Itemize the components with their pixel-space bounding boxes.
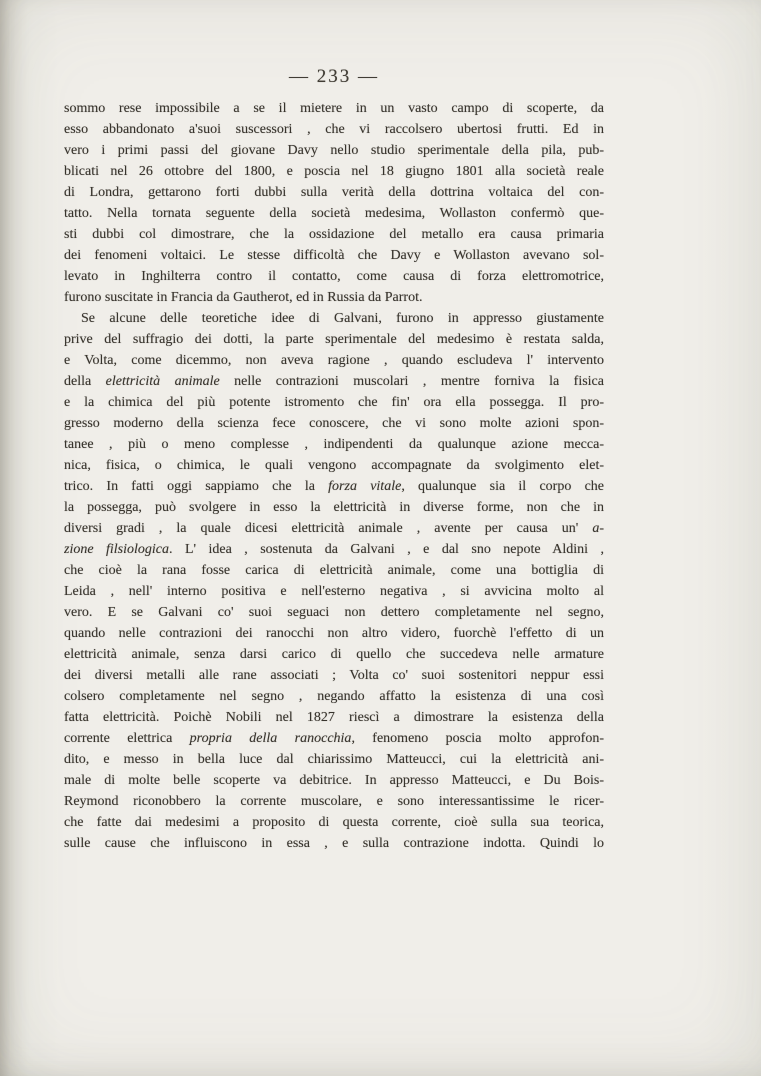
text-line: [64, 602, 604, 623]
text-segment: male di molte belle scoperte va debitrice. In appresso Matteucci, e Du Bois-: [64, 773, 604, 788]
text-segment: diversi gradi , la quale dicesi elettricità animale , avente per causa un': [64, 521, 593, 536]
text-segment: vero i primi passi del giovane Davy nello studio sperimentale della pila, pub-: [64, 143, 604, 158]
text-segment: vero. E se Galvani co' suoi seguaci non dettero completamente nel segno,: [64, 605, 604, 620]
text-line: [64, 455, 604, 476]
text-segment: che cioè la rana fosse carica di elettricità animale, come una bottiglia di: [64, 563, 604, 578]
text-line: [64, 665, 604, 686]
text-line: [64, 707, 604, 728]
text-line: [64, 266, 604, 287]
text-line: [64, 119, 604, 140]
text-segment: dito, e messo in bella luce dal chiarissimo Matteucci, cui la elettricità ani-: [64, 752, 604, 767]
text-segment: . L' idea , sostenuta da Galvani , e dal sno nepote Aldini ,: [169, 542, 604, 557]
text-line: [64, 539, 604, 560]
text-segment: sti dubbi col dimostrare, che la ossidazione del metallo era causa primaria: [64, 227, 604, 242]
text-line: [64, 140, 604, 161]
italic-text-segment: forza vitale: [328, 479, 402, 494]
text-segment: sulle cause che influiscono in essa , e sulla contrazione indotta. Quindi lo: [64, 836, 604, 851]
text-segment: gresso moderno della scienza fece conoscere, che vi sono molte azioni spon-: [64, 416, 604, 431]
text-line: [64, 644, 604, 665]
text-line: [64, 98, 604, 119]
text-segment: Leida , nell' interno positiva e nell'esterno negativa , si avvicina molto al: [64, 584, 604, 599]
text-segment: quando nelle contrazioni dei ranocchi non altro videro, fuorchè l'effetto di un: [64, 626, 604, 641]
text-line: [64, 812, 604, 833]
text-line: [64, 308, 604, 329]
text-line: [64, 371, 604, 392]
body-text: [64, 98, 604, 854]
page-number: — 233 —: [289, 66, 379, 87]
text-segment: prive del suffragio dei dotti, la parte sperimentale del medesimo è restata salda,: [64, 332, 604, 347]
text-segment: e Volta, come dicemmo, non aveva ragione , quando escludeva l' intervento: [64, 353, 604, 368]
text-segment: dei fenomeni voltaici. Le stesse difficoltà che Davy e Wollaston avevano sol-: [64, 248, 604, 263]
text-segment: di Londra, gettarono forti dubbi sulla verità della dottrina voltaica del con-: [64, 185, 604, 200]
italic-text-segment: zione filsiologica: [64, 542, 170, 557]
italic-text-segment: elettricità animale: [105, 374, 220, 389]
text-line: [64, 791, 604, 812]
text-segment: elettricità animale, senza darsi carico di quello che succedeva nelle armature: [64, 647, 604, 662]
text-segment: nica, fisica, o chimica, le quali vengono accompagnate da svolgimento elet-: [64, 458, 604, 473]
italic-text-segment: propria della ranocchia: [189, 731, 352, 746]
paragraph-1: [64, 98, 604, 308]
text-line: [64, 560, 604, 581]
text-segment: tatto. Nella tornata seguente della società medesima, Wollaston confermò que-: [64, 206, 604, 221]
text-segment: esso abbandonato a'suoi suscessori , che vi raccolsero ubertosi frutti. Ed in: [64, 122, 604, 137]
text-segment: fatta elettricità. Poichè Nobili nel 1827 riescì a dimostrare la esistenza della: [64, 710, 604, 725]
text-segment: , qualunque sia il corpo che: [401, 479, 604, 494]
text-segment: e la chimica del più potente istromento che fin' ora ella possegga. Il pro-: [64, 395, 604, 410]
text-segment: corrente elettrica: [64, 731, 190, 746]
text-line: [64, 350, 604, 371]
paragraph-2: [64, 308, 604, 854]
text-line: [64, 749, 604, 770]
text-line: [64, 392, 604, 413]
text-line: [64, 686, 604, 707]
text-line: [64, 581, 604, 602]
text-line: [64, 434, 604, 455]
text-segment: trico. In fatti oggi sappiamo che la: [64, 479, 329, 494]
text-line: [64, 182, 604, 203]
text-line: [64, 518, 604, 539]
text-line: [64, 203, 604, 224]
text-line: [64, 770, 604, 791]
text-line: [64, 728, 604, 749]
text-segment: Se alcune delle teoretiche idee di Galvani, furono in appresso giustamente: [81, 311, 604, 326]
text-segment: Reymond riconobbero la corrente muscolare, e sono interessantissime le ricer-: [64, 794, 604, 809]
text-line: [64, 329, 604, 350]
text-segment: , fenomeno poscia molto approfon-: [351, 731, 604, 746]
text-segment: sommo rese impossibile a se il mietere in un vasto campo di scoperte, da: [64, 101, 604, 116]
text-segment: colsero completamente nel segno , negando affatto la esistenza di una così: [64, 689, 604, 704]
text-segment: furono suscitate in Francia da Gautherot, ed in Russia da Parrot.: [64, 290, 423, 305]
text-segment: che fatte dai medesimi a proposito di questa corrente, cioè sulla sua teorica,: [64, 815, 604, 830]
text-line: [64, 161, 604, 182]
text-segment: la possegga, può svolgere in esso la elettricità in diverse forme, non che in: [64, 500, 604, 515]
text-line: [64, 623, 604, 644]
text-segment: levato in Inghilterra contro il contatto, come causa di forza elettromotrice,: [64, 269, 604, 284]
text-segment: tanee , più o meno complesse , indipendenti da qualunque azione mecca-: [64, 437, 604, 452]
text-line: [64, 245, 604, 266]
text-line: [64, 833, 604, 854]
text-line: [64, 287, 604, 308]
text-segment: della: [64, 374, 106, 389]
text-line: [64, 413, 604, 434]
text-line: [64, 476, 604, 497]
text-line: [64, 497, 604, 518]
text-segment: dei diversi metalli alle rane associati ; Volta co' suoi sostenitori neppur essi: [64, 668, 604, 683]
text-segment: nelle contrazioni muscolari , mentre forniva la fisica: [219, 374, 604, 389]
text-line: [64, 224, 604, 245]
text-segment: blicati nel 26 ottobre del 1800, e poscia nel 18 giugno 1801 alla società reale: [64, 164, 604, 179]
italic-text-segment: a-: [592, 521, 604, 536]
